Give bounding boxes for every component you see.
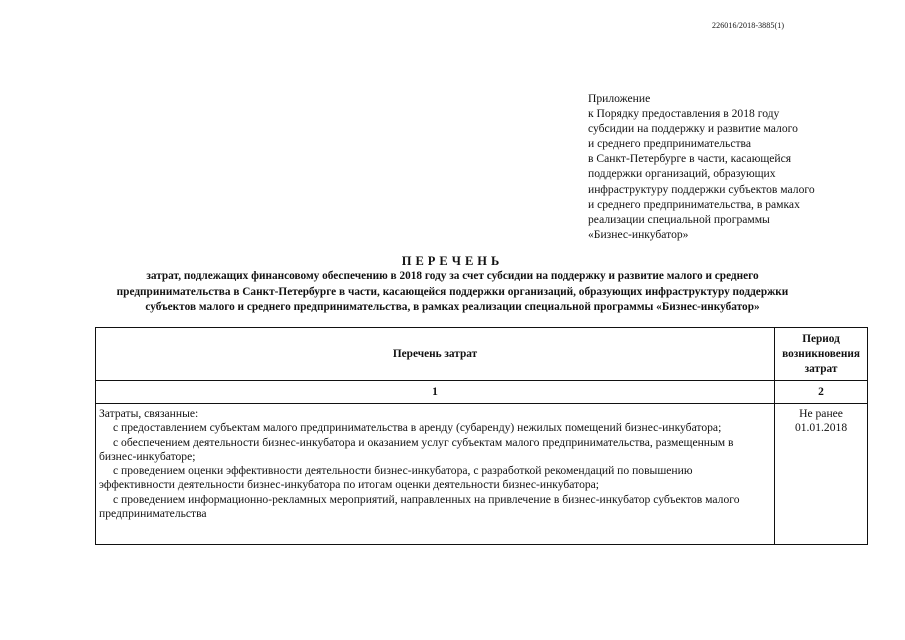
column-number-1: 1 xyxy=(96,381,775,404)
appendix-line: и среднего предпринимательства xyxy=(588,137,752,151)
period-cell: Не ранее 01.01.2018 xyxy=(775,404,868,545)
header-costs-list: Перечень затрат xyxy=(96,328,775,381)
appendix-line: к Порядку предоставления в 2018 году xyxy=(588,107,780,121)
appendix-line: «Бизнес-инкубатор» xyxy=(588,227,689,241)
subtitle-line: субъектов малого и среднего предпринимательства, в рамках реализации специальной программы «Бизнес-инкубатор» xyxy=(145,301,760,313)
cost-item: с предоставлением субъектам малого предпринимательства в аренду (субаренду) нежилых помещений бизнес-инкубатора; xyxy=(113,421,722,435)
header-period: Период возникновения затрат xyxy=(775,328,868,381)
document-title: ПЕРЕЧЕНЬ xyxy=(401,254,504,268)
appendix-line: поддержки организаций, образующих xyxy=(588,167,776,181)
costs-intro: Затраты, связанные: xyxy=(99,407,199,420)
cost-item: с обеспечением деятельности бизнес-инкубатора и оказанием услуг субъектам малого предпринимательства, размещенным в бизнес-инкубаторе; xyxy=(99,435,734,463)
header-row xyxy=(96,328,868,381)
appendix-line: инфраструктуру поддержки субъектов малого xyxy=(588,182,815,196)
document-id: 226016/2018-3885(1) xyxy=(712,21,785,30)
table-row xyxy=(96,404,868,545)
appendix-block xyxy=(588,91,888,242)
appendix-line: в Санкт-Петербурге в части, касающейся xyxy=(588,152,792,166)
appendix-line: Приложение xyxy=(588,92,651,105)
cost-item: с проведением оценки эффективности деятельности бизнес-инкубатора, с разработкой рекомендаций по повышению эффективности деятельности бизнес-инкубатора по итогам оценки деятельности бизнес-инкубатора; xyxy=(99,464,693,492)
subtitle-line: затрат, подлежащих финансовому обеспечению в 2018 году за счет субсидии на поддержку и развитие малого и среднего xyxy=(146,270,759,282)
costs-table xyxy=(95,327,868,545)
cost-item: с проведением информационно-рекламных мероприятий, направленных на привлечение в бизнес-инкубатор субъектов малого предпринимательства xyxy=(99,492,740,521)
costs-cell xyxy=(96,404,775,545)
column-number-2: 2 xyxy=(775,381,868,404)
column-number-row xyxy=(96,381,868,404)
subtitle-line: предпринимательства в Санкт-Петербурге в части, касающейся поддержки организаций, образующих инфраструктуру поддержки xyxy=(116,285,789,298)
appendix-line: субсидии на поддержку и развитие малого xyxy=(588,122,798,136)
appendix-line: реализации специальной программы xyxy=(588,212,770,226)
appendix-line: и среднего предпринимательства, в рамках xyxy=(588,197,800,211)
document-subtitle xyxy=(80,269,825,316)
